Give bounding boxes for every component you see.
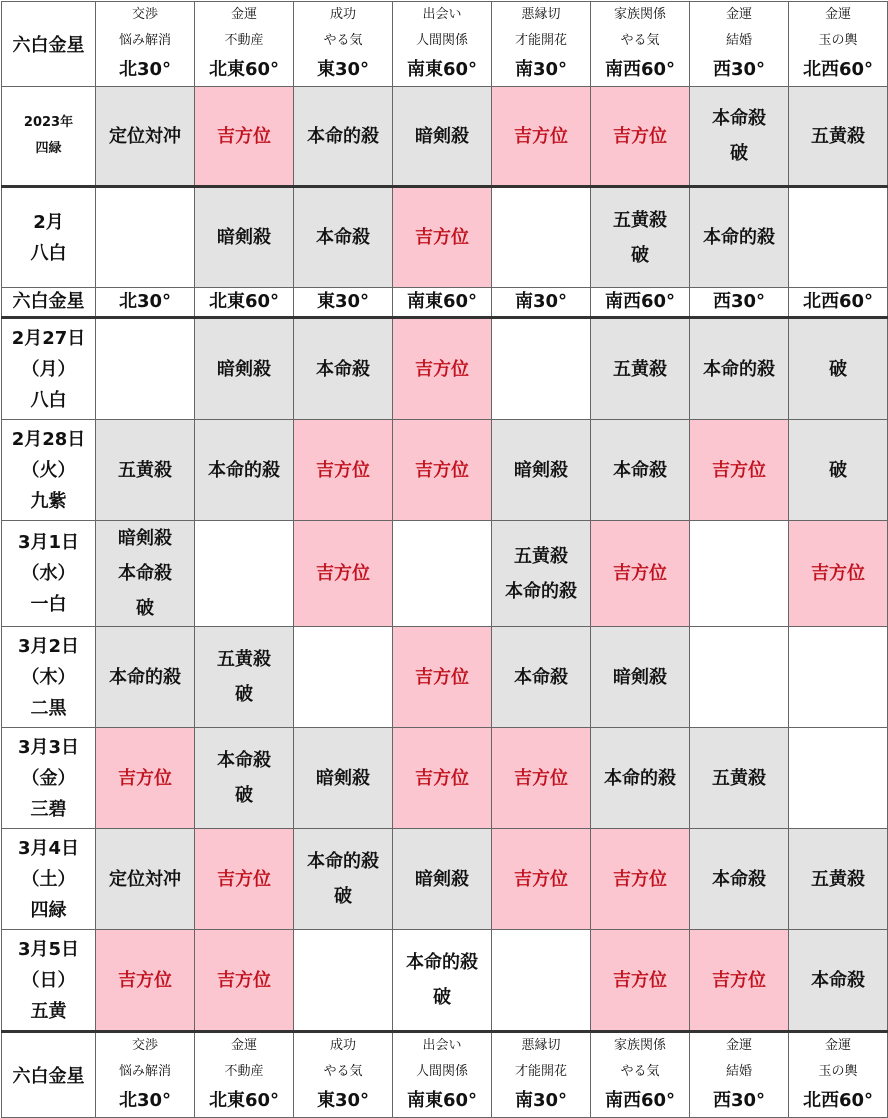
fortune-cell bbox=[690, 930, 789, 1032]
fortune-text: 吉方位 bbox=[613, 125, 667, 147]
direction-header bbox=[393, 2, 492, 87]
year-row bbox=[2, 87, 888, 187]
fortune-cell bbox=[690, 627, 789, 728]
fortune-cell bbox=[393, 187, 492, 288]
fortune-text: 本命的殺 bbox=[208, 459, 280, 481]
fortune-text: 暗剣殺 bbox=[217, 227, 271, 248]
day-row bbox=[2, 930, 888, 1032]
row-label-line: 2月27日 bbox=[11, 327, 86, 349]
direction-meaning: 悪縁切 bbox=[521, 7, 561, 22]
fortune-text: 本命的殺 bbox=[109, 666, 181, 688]
fortune-cell bbox=[96, 87, 195, 187]
fortune-cell bbox=[294, 87, 393, 187]
fortune-text: 五黄殺 bbox=[118, 459, 172, 481]
fortune-cell bbox=[294, 521, 393, 627]
day-row bbox=[2, 829, 888, 930]
fortune-text: 五黄殺 bbox=[217, 649, 271, 670]
direction-meaning: やる気 bbox=[323, 1064, 363, 1079]
direction-meaning: 家族関係 bbox=[613, 7, 666, 22]
row-label-line: 3月4日 bbox=[17, 837, 80, 859]
fortune-text: 吉方位 bbox=[811, 563, 865, 584]
direction-degree: 北30° bbox=[118, 1090, 172, 1111]
fortune-cell bbox=[195, 728, 294, 829]
direction-header bbox=[294, 2, 393, 87]
direction-header bbox=[492, 2, 591, 87]
fortune-cell bbox=[195, 829, 294, 930]
direction-meaning: 成功 bbox=[329, 1038, 356, 1053]
fortune-text: 本命殺 bbox=[316, 227, 370, 248]
fortune-cell bbox=[294, 187, 393, 288]
direction-degree: 東30° bbox=[316, 59, 370, 80]
direction-degree: 北東60° bbox=[195, 288, 294, 318]
direction-degree: 南西60° bbox=[591, 288, 690, 318]
fortune-text: 破 bbox=[829, 459, 847, 481]
direction-meaning: 才能開花 bbox=[514, 33, 567, 48]
row-label bbox=[2, 728, 96, 829]
direction-degree: 北東60° bbox=[208, 1090, 280, 1111]
fortune-text: 吉方位 bbox=[613, 563, 667, 584]
fortune-text: 五黄殺 bbox=[712, 767, 766, 789]
fortune-cell bbox=[789, 728, 888, 829]
row-label-line: 四緑 bbox=[30, 899, 67, 921]
fortune-cell bbox=[591, 627, 690, 728]
direction-degree: 南東60° bbox=[393, 288, 492, 318]
fortune-text: 本命殺 bbox=[613, 459, 667, 481]
fortune-text: 暗剣殺 bbox=[118, 528, 172, 549]
fortune-cell bbox=[195, 627, 294, 728]
fortune-text: 吉方位 bbox=[316, 563, 370, 584]
bottom-header-row bbox=[2, 1032, 888, 1118]
direction-meaning: 悩み解消 bbox=[118, 33, 171, 48]
direction-meaning: 金運 bbox=[725, 1038, 752, 1053]
star-label: 六白金星 bbox=[2, 288, 96, 318]
direction-header bbox=[492, 1032, 591, 1118]
direction-header bbox=[294, 1032, 393, 1118]
fortune-cell bbox=[393, 728, 492, 829]
fortune-cell bbox=[393, 829, 492, 930]
direction-degree: 東30° bbox=[294, 288, 393, 318]
direction-meaning: 交渉 bbox=[131, 7, 158, 22]
fortune-text: 吉方位 bbox=[316, 459, 370, 481]
fortune-text: 本命的殺 bbox=[703, 358, 775, 380]
row-label-line: 3月3日 bbox=[17, 736, 80, 758]
fortune-cell bbox=[492, 420, 591, 521]
direction-header bbox=[195, 2, 294, 87]
fortune-cell bbox=[591, 187, 690, 288]
fortune-cell bbox=[96, 187, 195, 288]
fortune-text: 吉方位 bbox=[118, 767, 172, 789]
fortune-text: 本命殺 bbox=[712, 108, 766, 129]
direction-degree: 南30° bbox=[514, 1090, 568, 1111]
star-label: 六白金星 bbox=[2, 1032, 96, 1118]
fortune-text: 破 bbox=[235, 684, 253, 705]
direction-header bbox=[195, 1032, 294, 1118]
direction-degree: 南30° bbox=[514, 59, 568, 80]
direction-degree: 南東60° bbox=[406, 59, 478, 80]
fortune-text: 暗剣殺 bbox=[415, 125, 469, 147]
fortune-text: 吉方位 bbox=[217, 868, 271, 890]
direction-header bbox=[789, 1032, 888, 1118]
fortune-cell bbox=[690, 829, 789, 930]
row-label-line: 九紫 bbox=[30, 490, 67, 512]
fortune-cell bbox=[96, 930, 195, 1032]
direction-row bbox=[2, 288, 888, 318]
fortune-text: 定位対冲 bbox=[109, 125, 181, 147]
fortune-text: 暗剣殺 bbox=[415, 868, 469, 890]
row-label-line: 八白 bbox=[30, 389, 67, 411]
fortune-cell bbox=[690, 318, 789, 420]
fortune-text: 本命的殺 bbox=[307, 851, 379, 872]
fortune-cell bbox=[591, 728, 690, 829]
fortune-text: 破 bbox=[433, 987, 451, 1008]
direction-meaning: 金運 bbox=[230, 7, 257, 22]
direction-header bbox=[96, 2, 195, 87]
fortune-cell bbox=[294, 318, 393, 420]
fortune-text: 吉方位 bbox=[514, 868, 568, 890]
direction-meaning: 才能開花 bbox=[514, 1064, 567, 1079]
fortune-cell bbox=[492, 187, 591, 288]
direction-degree: 北西60° bbox=[802, 1090, 874, 1111]
row-label-line: 3月2日 bbox=[17, 635, 80, 657]
direction-degree: 北30° bbox=[118, 59, 172, 80]
fortune-cell bbox=[591, 521, 690, 627]
fortune-cell bbox=[492, 521, 591, 627]
row-label bbox=[2, 521, 96, 627]
row-label bbox=[2, 930, 96, 1032]
direction-degree: 北西60° bbox=[802, 59, 874, 80]
fortune-cell bbox=[96, 318, 195, 420]
direction-header bbox=[393, 1032, 492, 1118]
day-row bbox=[2, 627, 888, 728]
row-label bbox=[2, 87, 96, 187]
row-label-line: 二黒 bbox=[30, 697, 67, 719]
fortune-cell bbox=[492, 627, 591, 728]
day-row bbox=[2, 318, 888, 420]
fortune-cell bbox=[393, 521, 492, 627]
direction-degree: 北30° bbox=[96, 288, 195, 318]
fortune-cell bbox=[690, 728, 789, 829]
fortune-text: 吉方位 bbox=[514, 125, 568, 147]
direction-meaning: 悩み解消 bbox=[118, 1064, 171, 1079]
row-label bbox=[2, 627, 96, 728]
direction-header bbox=[690, 1032, 789, 1118]
fortune-text: 吉方位 bbox=[415, 227, 469, 248]
direction-degree: 北西60° bbox=[789, 288, 888, 318]
fortune-cell bbox=[591, 318, 690, 420]
fortune-text: 五黄殺 bbox=[613, 358, 667, 380]
fortune-cell bbox=[195, 521, 294, 627]
fortune-cell bbox=[195, 930, 294, 1032]
fortune-text: 暗剣殺 bbox=[316, 767, 370, 789]
fortune-cell bbox=[96, 627, 195, 728]
direction-meaning: 結婚 bbox=[725, 1064, 752, 1079]
fortune-text: 吉方位 bbox=[613, 868, 667, 890]
fortune-cell bbox=[591, 930, 690, 1032]
fortune-cell bbox=[195, 420, 294, 521]
row-label-line: 2023年 bbox=[23, 115, 74, 130]
fortune-text: 吉方位 bbox=[712, 969, 766, 991]
row-label-line: （火） bbox=[21, 459, 76, 481]
direction-meaning: 金運 bbox=[824, 1038, 851, 1053]
direction-meaning: 悪縁切 bbox=[521, 1038, 561, 1053]
fortune-text: 吉方位 bbox=[118, 969, 172, 991]
fortune-text: 破 bbox=[631, 244, 649, 266]
fortune-text: 破 bbox=[235, 785, 253, 806]
fortune-text: 五黄殺 bbox=[613, 209, 667, 231]
fortune-cell bbox=[393, 930, 492, 1032]
fortune-text: 五黄殺 bbox=[514, 545, 568, 567]
fortune-cell bbox=[294, 728, 393, 829]
direction-header bbox=[789, 2, 888, 87]
direction-meaning: 交渉 bbox=[131, 1038, 158, 1053]
direction-meaning: 玉の輿 bbox=[818, 33, 858, 48]
fortune-text: 破 bbox=[829, 358, 847, 380]
direction-degree: 南西60° bbox=[604, 59, 676, 80]
fortune-cell bbox=[591, 829, 690, 930]
fortune-text: 本命殺 bbox=[712, 868, 766, 890]
direction-meaning: 出会い bbox=[422, 1038, 462, 1053]
fortune-cell bbox=[195, 87, 294, 187]
direction-meaning: 不動産 bbox=[224, 1064, 264, 1079]
fortune-cell bbox=[393, 420, 492, 521]
fortune-cell bbox=[789, 87, 888, 187]
fortune-text: 五黄殺 bbox=[811, 125, 865, 147]
fortune-text: 吉方位 bbox=[415, 459, 469, 481]
direction-meaning: 成功 bbox=[329, 7, 356, 22]
row-label-line: （日） bbox=[21, 969, 76, 991]
fortune-cell bbox=[690, 521, 789, 627]
row-label-line: 2月28日 bbox=[11, 428, 86, 450]
direction-meaning: 家族関係 bbox=[613, 1038, 666, 1053]
row-label bbox=[2, 318, 96, 420]
day-row bbox=[2, 521, 888, 627]
fortune-cell bbox=[294, 930, 393, 1032]
fortune-text: 吉方位 bbox=[217, 969, 271, 991]
fortune-cell bbox=[393, 87, 492, 187]
fortune-text: 吉方位 bbox=[712, 459, 766, 481]
fortune-text: 定位対冲 bbox=[109, 868, 181, 890]
fortune-cell bbox=[789, 521, 888, 627]
row-label-line: 五黄 bbox=[30, 1000, 67, 1022]
fortune-text: 暗剣殺 bbox=[613, 666, 667, 688]
fortune-cell bbox=[789, 318, 888, 420]
fortune-cell bbox=[789, 627, 888, 728]
fortune-text: 本命的殺 bbox=[406, 952, 478, 973]
fortune-text: 本命殺 bbox=[118, 563, 172, 584]
direction-meaning: やる気 bbox=[620, 33, 660, 48]
direction-degree: 北東60° bbox=[208, 59, 280, 80]
fortune-cell bbox=[492, 930, 591, 1032]
fortune-text: 破 bbox=[136, 598, 154, 619]
direction-meaning: 金運 bbox=[725, 7, 752, 22]
fortune-cell bbox=[96, 420, 195, 521]
day-row bbox=[2, 420, 888, 521]
row-label-line: 八白 bbox=[30, 242, 67, 264]
direction-header bbox=[591, 1032, 690, 1118]
row-label bbox=[2, 420, 96, 521]
fortune-cell bbox=[690, 187, 789, 288]
row-label-line: （金） bbox=[21, 767, 76, 789]
fortune-cell bbox=[591, 420, 690, 521]
direction-meaning: やる気 bbox=[620, 1064, 660, 1079]
fortune-text: 本命的殺 bbox=[307, 125, 379, 147]
fortune-cell bbox=[492, 318, 591, 420]
fortune-text: 本命的殺 bbox=[703, 227, 775, 248]
direction-header bbox=[591, 2, 690, 87]
fortune-text: 暗剣殺 bbox=[217, 358, 271, 380]
direction-table bbox=[1, 1, 888, 1118]
direction-meaning: やる気 bbox=[323, 33, 363, 48]
direction-degree: 西30° bbox=[712, 59, 766, 80]
direction-meaning: 不動産 bbox=[224, 33, 264, 48]
fortune-cell bbox=[96, 728, 195, 829]
fortune-cell bbox=[294, 420, 393, 521]
day-row bbox=[2, 728, 888, 829]
fortune-cell bbox=[789, 187, 888, 288]
row-label-line: 四緑 bbox=[35, 141, 62, 156]
fortune-text: 吉方位 bbox=[415, 666, 469, 688]
fortune-text: 破 bbox=[334, 886, 352, 907]
direction-meaning: 金運 bbox=[230, 1038, 257, 1053]
row-label-line: 三碧 bbox=[30, 798, 67, 820]
row-label-line: （水） bbox=[21, 563, 76, 584]
fortune-text: 五黄殺 bbox=[811, 868, 865, 890]
fortune-text: 暗剣殺 bbox=[514, 459, 568, 481]
direction-meaning: 出会い bbox=[422, 7, 462, 22]
fortune-text: 本命殺 bbox=[217, 750, 271, 771]
fortune-cell bbox=[492, 87, 591, 187]
direction-meaning: 玉の輿 bbox=[818, 1064, 858, 1079]
fortune-cell bbox=[195, 187, 294, 288]
fortune-cell bbox=[690, 420, 789, 521]
fortune-cell bbox=[492, 829, 591, 930]
fortune-text: 本命殺 bbox=[316, 358, 370, 380]
fortune-cell bbox=[789, 420, 888, 521]
fortune-cell bbox=[96, 829, 195, 930]
row-label-line: （木） bbox=[21, 666, 76, 688]
direction-degree: 西30° bbox=[690, 288, 789, 318]
row-label-line: （月） bbox=[21, 358, 76, 380]
fortune-cell bbox=[789, 930, 888, 1032]
row-label-line: （土） bbox=[21, 868, 76, 890]
direction-header bbox=[690, 2, 789, 87]
fortune-text: 本命的殺 bbox=[604, 767, 676, 789]
top-header-row bbox=[2, 2, 888, 87]
row-label-line: 3月1日 bbox=[17, 532, 80, 553]
fortune-cell bbox=[690, 87, 789, 187]
star-label: 六白金星 bbox=[2, 2, 96, 87]
row-label bbox=[2, 187, 96, 288]
fortune-text: 本命殺 bbox=[514, 666, 568, 688]
fortune-cell bbox=[591, 87, 690, 187]
fortune-cell bbox=[96, 521, 195, 627]
fortune-text: 破 bbox=[730, 143, 748, 164]
fortune-cell bbox=[195, 318, 294, 420]
direction-meaning: 金運 bbox=[824, 7, 851, 22]
fortune-cell bbox=[393, 318, 492, 420]
fortune-cell bbox=[393, 627, 492, 728]
direction-meaning: 人間関係 bbox=[415, 1064, 468, 1079]
fortune-text: 吉方位 bbox=[514, 767, 568, 789]
fortune-text: 吉方位 bbox=[415, 358, 469, 380]
direction-degree: 南西60° bbox=[604, 1090, 676, 1111]
direction-degree: 南東60° bbox=[406, 1090, 478, 1111]
direction-header bbox=[96, 1032, 195, 1118]
fortune-text: 本命的殺 bbox=[505, 580, 577, 602]
row-label bbox=[2, 829, 96, 930]
fortune-cell bbox=[294, 829, 393, 930]
fortune-cell bbox=[789, 829, 888, 930]
fortune-text: 吉方位 bbox=[217, 125, 271, 147]
fortune-cell bbox=[294, 627, 393, 728]
month-row bbox=[2, 187, 888, 288]
direction-meaning: 人間関係 bbox=[415, 33, 468, 48]
row-label-line: 3月5日 bbox=[17, 938, 80, 960]
direction-degree: 西30° bbox=[712, 1090, 766, 1111]
fortune-text: 吉方位 bbox=[613, 969, 667, 991]
row-label-line: 一白 bbox=[30, 594, 67, 615]
fortune-text: 本命殺 bbox=[811, 969, 865, 991]
fortune-cell bbox=[492, 728, 591, 829]
direction-degree: 南30° bbox=[492, 288, 591, 318]
direction-degree: 東30° bbox=[316, 1090, 370, 1111]
direction-meaning: 結婚 bbox=[725, 33, 752, 48]
fortune-text: 吉方位 bbox=[415, 767, 469, 789]
row-label-line: 2月 bbox=[33, 211, 64, 233]
